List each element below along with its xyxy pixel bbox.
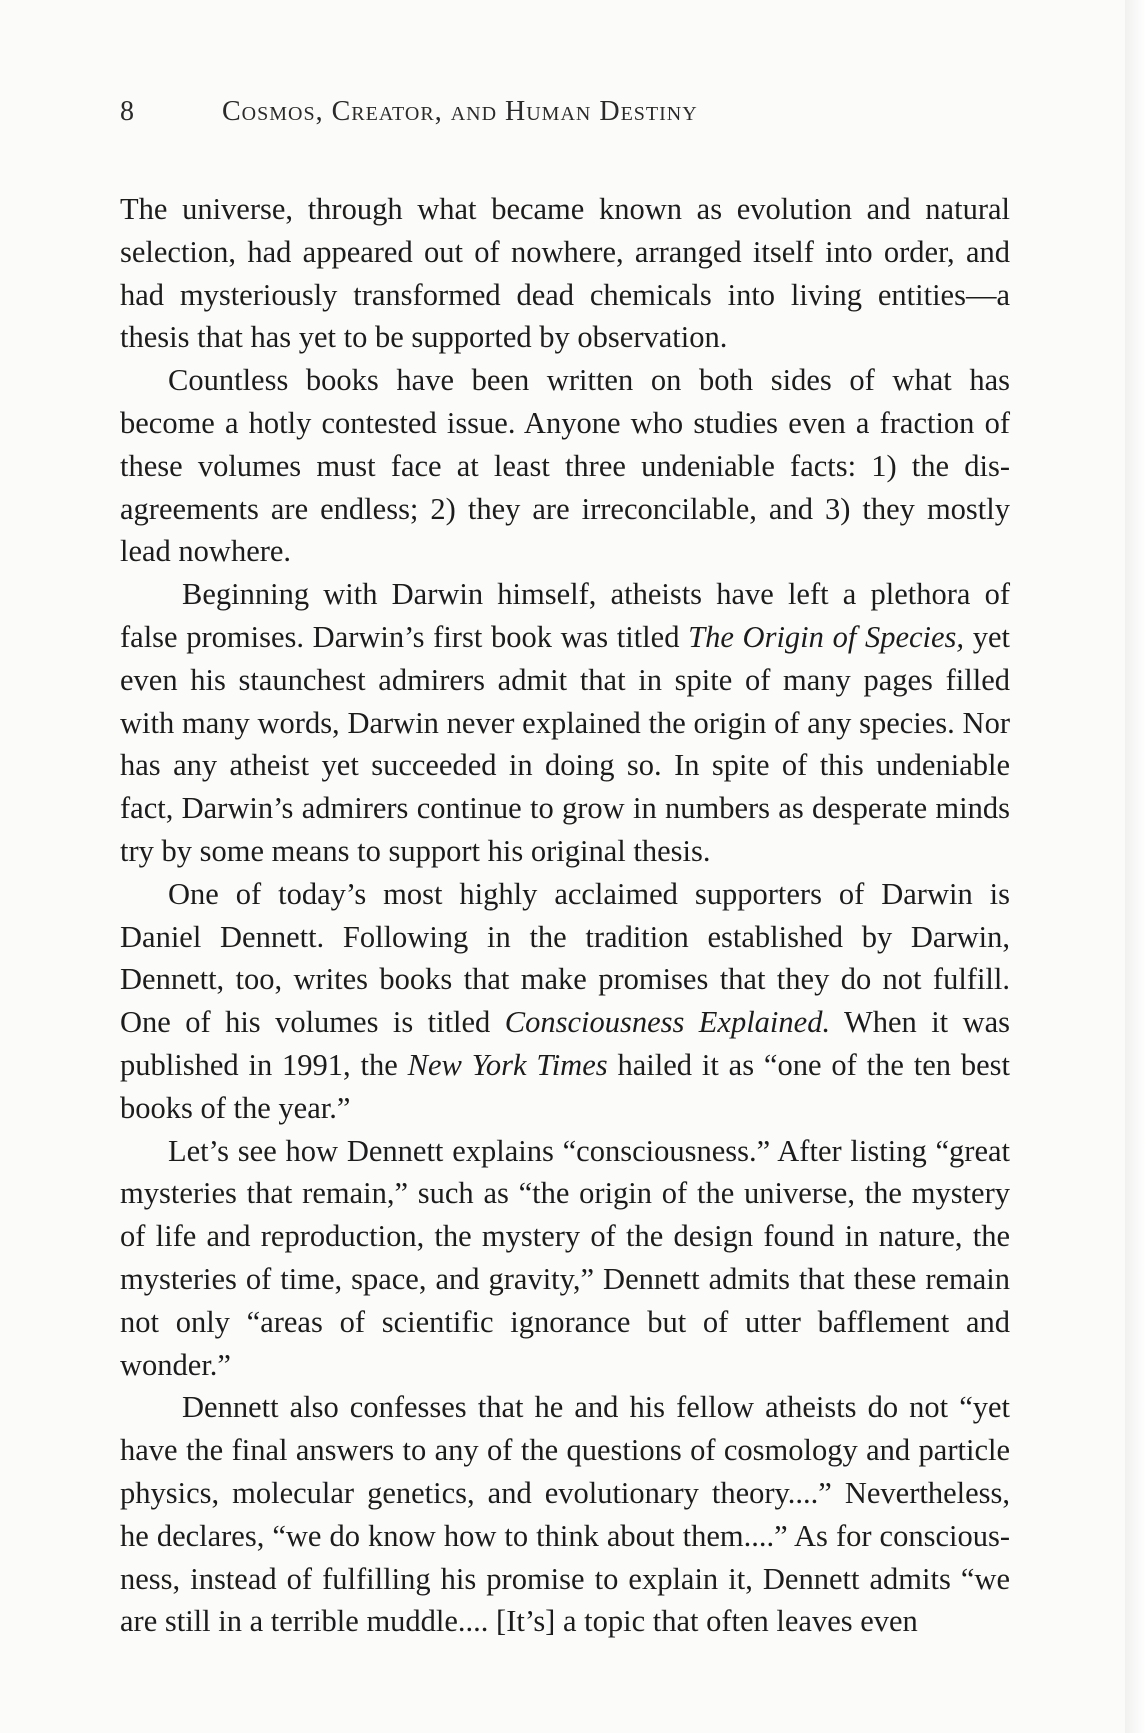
- paragraph-text: Dennett also confesses that he and his fellow atheists do not “yet have the final answers to any of the questions of cosmology and particle physics, molecular genetics, and evolutionary theory....” Nevertheless, he declares, “we do know how to think about them....” As for consciousness, instead of fulfilling his promise to explain it, Dennett admits “we are still in a terrible muddle.... [It’s] a topic that often leaves even: [120, 1390, 1010, 1639]
- paragraph-6: [120, 1386, 1010, 1643]
- page-number: 8: [120, 96, 134, 127]
- paragraph-5: [120, 1130, 1010, 1387]
- page-edge-shadow: [1125, 0, 1146, 1733]
- publication-title-new-york-times: New York Times: [407, 1047, 608, 1082]
- paragraph-text: One of today’s most highly acclaimed supporters of Darwin is Daniel Dennett. Following in the tradition established by Darwin, Dennett, too, writes books that make promises that they do not fulfill. One of his volumes is titled: [120, 876, 1010, 1040]
- body-text: [120, 188, 1010, 1643]
- paragraph-text: When it was published in 1991, the: [120, 1005, 1011, 1082]
- paragraph-text: hailed it as “one of the ten best books of the year.”: [120, 1047, 1010, 1125]
- paragraph-text: Beginning with Darwin himself, atheists have left a plethora of false promises. Darwin’s first book was titled: [120, 577, 1010, 654]
- book-title-consciousness-explained: Consciousness Explained.: [504, 1005, 831, 1040]
- book-title: Cosmos, Creator, and Human Destiny: [222, 96, 698, 127]
- book-title-origin-of-species: The Origin of Species,: [688, 619, 965, 654]
- paragraph-4: [120, 873, 1010, 1130]
- running-head: [120, 94, 1020, 130]
- paragraph-text: The universe, through what became known as evolution and natural selection, had appeared out of nowhere, arranged itself into order, and had mysteriously transformed dead chemicals into living entities—a thesis that has yet to be supported by observation.: [120, 192, 1010, 355]
- paragraph-text: Countless books have been written on both sides of what has become a hotly contested issue. Anyone who studies even a fraction of these volumes must face at least three undeniable facts: 1) the disagreements are endless; 2) they are irreconcilable, and 3) they mostly lead nowhere.: [120, 363, 1010, 569]
- paragraph-2: [120, 359, 1010, 573]
- paragraph-text: yet even his staunchest admirers admit that in spite of many pages filled with many words, Darwin never explained the origin of any species. Nor has any atheist yet succeeded in doing so. In spite of this undeniable fact, Darwin’s admirers continue to grow in numbers as desperate minds try by some means to support his original thesis.: [120, 619, 1010, 868]
- paragraph-3: [120, 573, 1010, 873]
- paragraph-text: Let’s see how Dennett explains “consciousness.” After listing “great mysteries that remain,” such as “the origin of the universe, the mystery of life and reproduction, the mystery of the design found in nature, the mysteries of time, space, and gravity,” Dennett admits that these remain not only “areas of scientific ignorance but of utter bafflement and wonder.”: [120, 1133, 1010, 1382]
- paragraph-1: [120, 188, 1010, 359]
